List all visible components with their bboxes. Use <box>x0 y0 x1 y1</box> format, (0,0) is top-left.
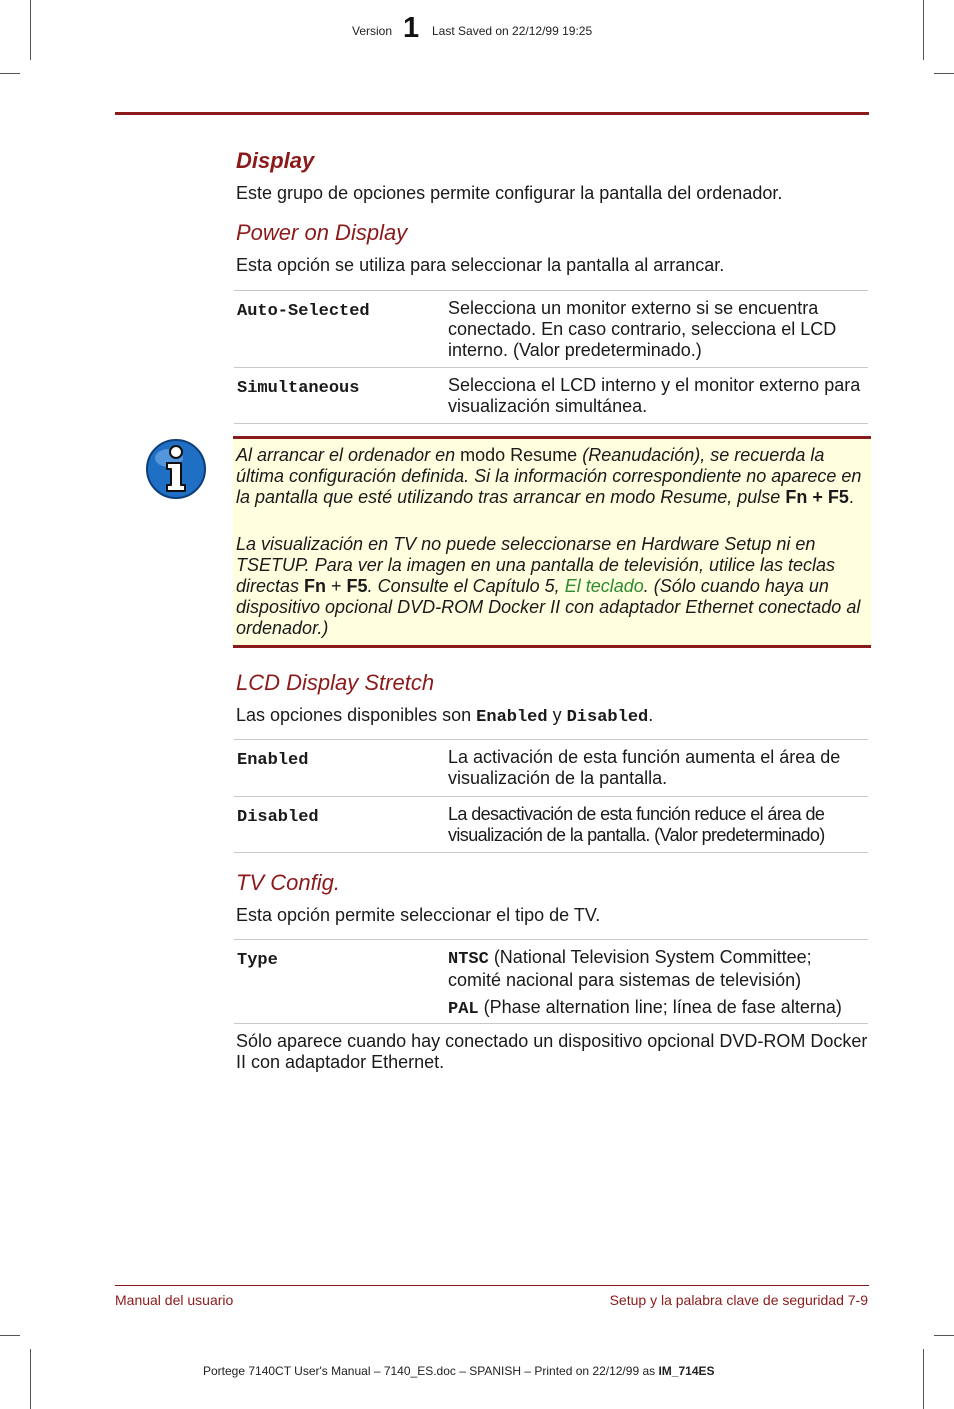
chapter-link[interactable]: El teclado <box>564 576 644 596</box>
table-row <box>234 291 868 368</box>
top-rule <box>115 112 869 115</box>
note-paragraph <box>236 445 868 508</box>
option-key: Disabled <box>237 808 319 827</box>
option-description: La activación de esta función aumenta el área de visualización de la pantalla. <box>448 747 841 788</box>
crop-mark <box>934 73 954 74</box>
lcd-stretch-intro <box>236 705 868 728</box>
version-number: 1 <box>403 12 420 44</box>
subsection-title-power-on-display: Power on Display <box>236 220 408 245</box>
print-info-code: IM_714ES <box>658 1364 715 1378</box>
info-icon <box>145 438 207 500</box>
intro-text: Las opciones disponibles son <box>236 705 477 725</box>
note-text: + <box>326 576 347 596</box>
table-row <box>234 368 868 424</box>
option-description: Selecciona el LCD interno y el monitor externo para visualización simultánea. <box>448 375 861 416</box>
note-text: . <box>848 487 854 507</box>
section-title-display: Display <box>236 148 315 173</box>
tv-standard-desc: (National Television System Committee; comité nacional para sistemas de televisión) <box>448 947 812 990</box>
bottom-rule <box>115 1285 869 1286</box>
option-description <box>448 940 868 1024</box>
subsection-title-tv-config: TV Config. <box>236 870 340 895</box>
note-text: . (Sólo cuando haya un dispositivo opcional DVD-ROM Docker II con adaptador Ethernet conectado al ordenador.) <box>236 576 861 638</box>
note-text: . Consulte el Capítulo 5, <box>367 576 565 596</box>
display-intro: Este grupo de opciones permite configurar la pantalla del ordenador. <box>236 183 783 203</box>
footer-left: Manual del usuario <box>115 1292 234 1308</box>
tv-option-ntsc <box>448 947 868 991</box>
option-description: La desactivación de esta función reduce el área de visualización de la pantalla. (Valor predeterminado) <box>448 804 825 845</box>
tv-config-table <box>234 939 868 1024</box>
key-combo: Fn <box>304 576 327 596</box>
tv-standard-desc: (Phase alternation line; línea de fase alterna) <box>478 997 842 1017</box>
note-text: modo Resume <box>460 445 578 465</box>
option-key: Auto-Selected <box>237 302 370 321</box>
crop-mark <box>923 1349 924 1409</box>
table-row <box>234 940 868 1024</box>
key-combo: F5 <box>346 576 368 596</box>
option-name: Disabled <box>566 708 649 727</box>
tv-standard-key: PAL <box>448 1000 479 1019</box>
note-paragraph <box>236 534 868 639</box>
intro-text: y <box>547 705 567 725</box>
note-text: Al arrancar el ordenador en <box>236 445 461 465</box>
note-box <box>233 436 871 648</box>
option-key: Enabled <box>237 751 309 770</box>
option-key: Type <box>237 951 278 970</box>
table-row <box>234 797 868 853</box>
note-text: (Reanudación), se recuerda la última configuración definida. Si la información correspondiente no aparece en la pantalla que esté utilizando tras arrancar en modo Resume, pulse <box>236 445 862 507</box>
tv-standard-key: NTSC <box>448 950 489 969</box>
crop-mark <box>934 1335 954 1336</box>
tv-option-pal <box>448 997 868 1020</box>
lcd-stretch-table <box>234 739 868 853</box>
subsection-title-lcd-display-stretch: LCD Display Stretch <box>236 670 435 695</box>
option-key: Simultaneous <box>237 379 360 398</box>
version-label: Version <box>352 24 393 38</box>
crop-mark <box>923 0 924 60</box>
power-on-display-table <box>234 290 868 424</box>
key-combo: Fn + F5 <box>785 487 849 507</box>
note-text: La visualización en TV no puede seleccionarse en Hardware Setup ni en TSETUP. Para ver la imagen en una pantalla de televisión, utilice las teclas directas <box>236 534 835 596</box>
option-description: Selecciona un monitor externo si se encuentra conectado. En caso contrario, selecciona el LCD interno. (Valor predeterminado.) <box>448 298 837 360</box>
print-info <box>203 1364 715 1378</box>
print-info-text: Portege 7140CT User's Manual – 7140_ES.doc – SPANISH – Printed on 22/12/99 as <box>203 1364 659 1378</box>
intro-text: . <box>648 705 654 725</box>
table-row <box>234 740 868 797</box>
tv-config-footnote: Sólo aparece cuando hay conectado un dispositivo opcional DVD-ROM Docker II con adaptador Ethernet. <box>236 1031 868 1072</box>
power-on-display-intro: Esta opción se utiliza para seleccionar la pantalla al arrancar. <box>236 255 725 275</box>
crop-mark <box>0 73 20 74</box>
crop-mark <box>0 1335 20 1336</box>
tv-config-intro: Esta opción permite seleccionar el tipo de TV. <box>236 905 601 925</box>
crop-mark <box>30 0 31 60</box>
option-name: Enabled <box>476 708 548 727</box>
crop-mark <box>30 1349 31 1409</box>
footer-right: Setup y la palabra clave de seguridad 7-9 <box>609 1292 868 1308</box>
last-saved: Last Saved on 22/12/99 19:25 <box>432 24 593 38</box>
